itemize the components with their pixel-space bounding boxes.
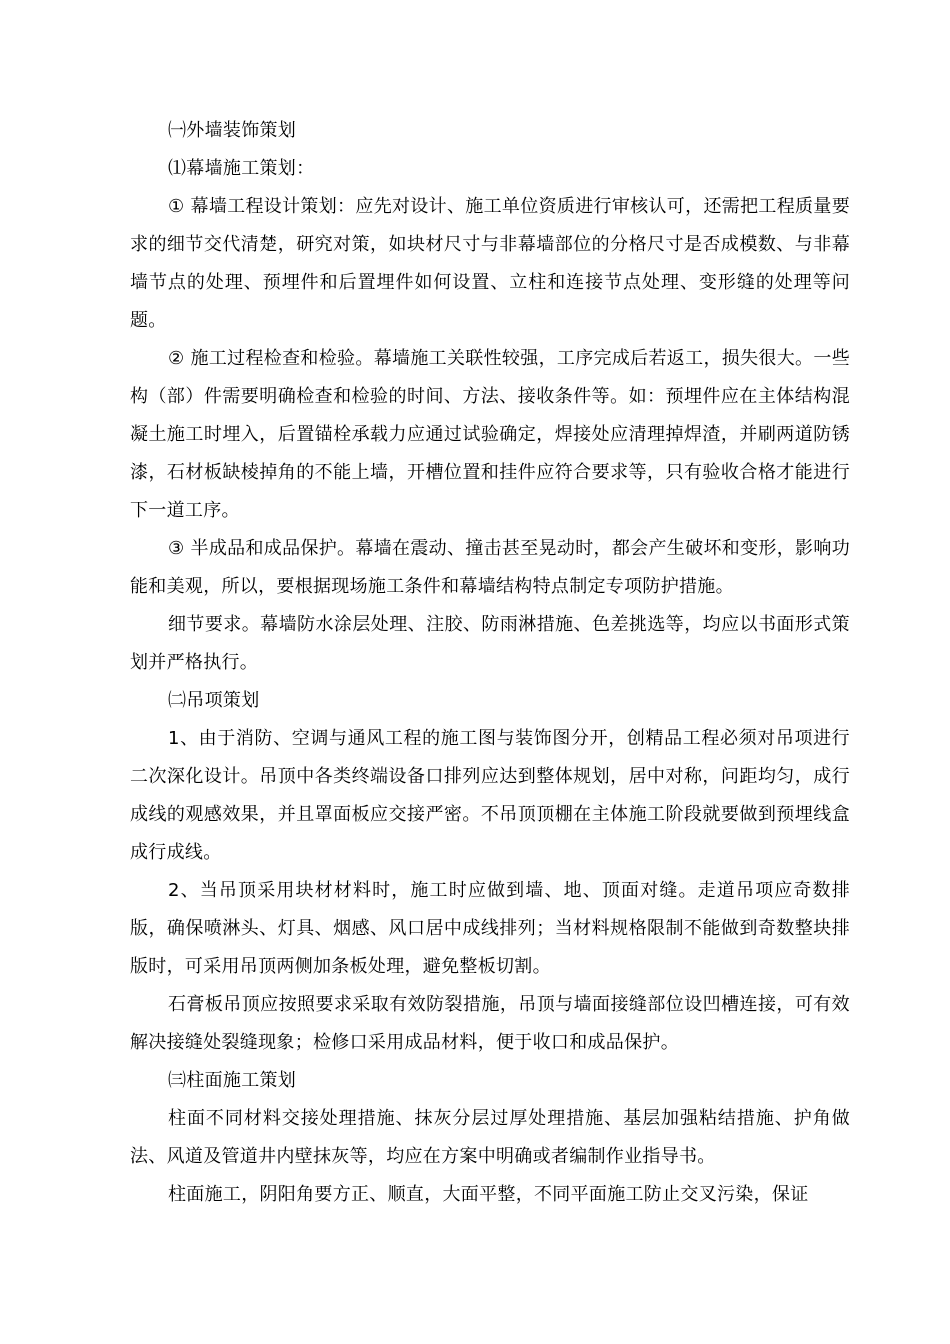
paragraph-ceiling-2: 2、当吊顶采用块材材料时，施工时应做到墙、地、顶面对缝。走道吊项应奇数排版，确保喷淋头、灯具、烟感、风口居中成线排列；当材料规格限制不能做到奇数整块排版时，可采用吊顶两侧加条板处理，避免整板切割。: [130, 880, 850, 977]
document-body: [130, 112, 850, 1214]
heading-ceiling: ㈡吊项策划: [168, 690, 260, 711]
paragraph-ceiling-1: 1、由于消防、空调与通风工程的施工图与装饰图分开，创精品工程必须对吊项进行二次深化设计。吊顶中各类终端设备口排列应达到整体规划，居中对称，问距均匀，成行成线的观感效果，并且罩面板应交接严密。不吊顶顶棚在主体施工阶段就要做到预埋线盒成行成线。: [130, 728, 850, 863]
paragraph-column-2: 柱面施工，阴阳角要方正、顺直，大面平整，不同平面施工防止交叉污染，保证: [168, 1184, 809, 1205]
paragraph-curtain-design: ① 幕墙工程设计策划：应先对设计、施工单位资质进行审核认可，还需把工程质量要求的细节交代清楚，研究对策，如块材尺寸与非幕墙部位的分格尺寸是否成模数、与非幕墙节点的处理、预埋件和后置埋件如何设置、立柱和连接节点处理、变形缝的处理等问题。: [130, 196, 850, 331]
paragraph-gypsum-ceiling: 石膏板吊顶应按照要求采取有效防裂措施，吊顶与墙面接缝部位设凹槽连接，可有效解决接缝处裂缝现象；检修口采用成品材料，便于收口和成品保护。: [130, 994, 850, 1053]
paragraph-inspection: ② 施工过程检查和检验。幕墙施工关联性较强，工序完成后若返工，损失很大。一些构（部）件需要明确检查和检验的时间、方法、接收条件等。如：预埋件应在主体结构混凝土施工时埋入，后置锚栓承载力应通过试验确定，焊接处应清理掉焊渣，并刷两道防锈漆，石材板缺棱掉角的不能上墙，开槽位置和挂件应符合要求等，只有验收合格才能进行下一道工序。: [130, 348, 850, 521]
heading-column: ㈢柱面施工策划: [168, 1070, 297, 1091]
heading-exterior-wall: ㈠外墙装饰策划: [168, 120, 297, 141]
subheading-curtain-wall: ⑴幕墙施工策划：: [168, 158, 315, 179]
paragraph-column-1: 柱面不同材料交接处理措施、抹灰分层过厚处理措施、基层加强粘结措施、护角做法、风道及管道井内壁抹灰等，均应在方案中明确或者编制作业指导书。: [130, 1108, 850, 1167]
paragraph-detail-requirements: 细节要求。幕墙防水涂层处理、注胶、防雨淋措施、色差挑选等，均应以书面形式策划并严格执行。: [130, 614, 850, 673]
paragraph-protection: ③ 半成品和成品保护。幕墙在震动、撞击甚至晃动时，都会产生破坏和变形，影响功能和美观，所以，要根据现场施工条件和幕墙结构特点制定专项防护措施。: [130, 538, 850, 597]
